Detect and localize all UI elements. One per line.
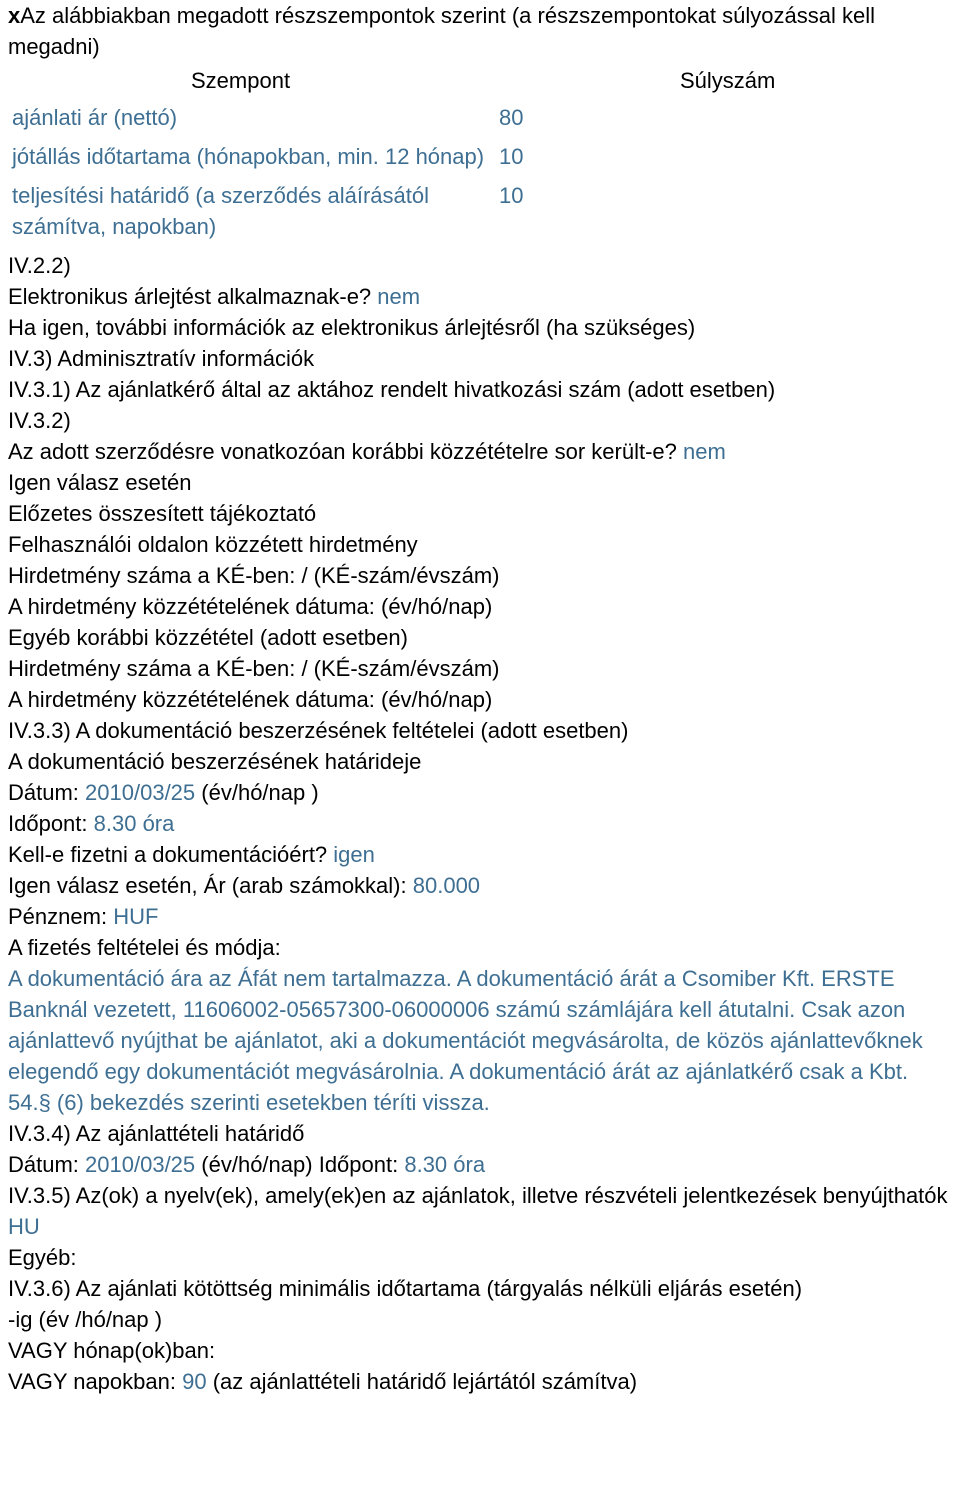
- eauction-answer: nem: [377, 284, 421, 309]
- text-line: Hirdetmény száma a KÉ-ben: / (KÉ-szám/évszám): [8, 656, 500, 681]
- date-format: (év/hó/nap ): [201, 780, 319, 805]
- table-row: [12, 180, 523, 250]
- language-value: HU: [8, 1214, 40, 1239]
- payment-terms-text: A dokumentáció ára az Áfát nem tartalmazza. A dokumentáció árát a Csomiber Kft. ERSTE Banknál vezetett, 11606002-05657300-06000006 számú számlájára kell átutalni. Csak azon ajánlattevő nyújthat be ajánlatot, aki a dokumentációt megvásárolta, de közös ajánlattevőknek elegendő egy dokumentációt megvásárolnia. A dokumentáció árát az ajánlatkérő csak a Kbt. 54.§ (6) bekezdés szerinti esetekben téríti vissza.: [8, 966, 923, 1115]
- section-heading: IV.3.3) A dokumentáció beszerzésének feltételei (adott esetben): [8, 718, 629, 743]
- intro-paragraph: [8, 0, 960, 62]
- payment-answer: igen: [333, 842, 375, 867]
- time-value: 8.30 óra: [404, 1152, 486, 1177]
- weight-cell: 10: [499, 183, 524, 208]
- intro-text: Az alábbiakban megadott részszempontok szerint (a részszempontokat súlyozással kell megadni): [8, 3, 875, 59]
- date-label: Dátum:: [8, 780, 79, 805]
- currency-value: HUF: [113, 904, 159, 929]
- until-date-line: -ig (év /hó/nap ): [8, 1307, 163, 1332]
- prior-publication-question: Az adott szerződésre vonatkozóan korábbi közzétételre sor került-e?: [8, 439, 677, 464]
- price-line: [8, 870, 960, 901]
- currency-line: [8, 901, 960, 932]
- prior-publication-line: [8, 436, 960, 467]
- other-language-label: Egyéb:: [8, 1245, 77, 1270]
- date-value: 2010/03/25: [85, 780, 196, 805]
- price-label: Igen válasz esetén, Ár (arab számokkal):: [8, 873, 407, 898]
- section-iv-3-6: [8, 1273, 960, 1397]
- criterion-cell: ajánlati ár (nettó): [12, 105, 178, 130]
- checkbox-mark: x: [8, 3, 21, 28]
- currency-label: Pénznem:: [8, 904, 108, 929]
- days-value: 90: [182, 1369, 207, 1394]
- text-line: Egyéb korábbi közzététel (adott esetben): [8, 625, 408, 650]
- deadline-line: [8, 1149, 960, 1180]
- section-heading: IV.2.2): [8, 253, 71, 278]
- section-heading: IV.3.4) Az ajánlattételi határidő: [8, 1121, 305, 1146]
- text-line: A hirdetmény közzétételének dátuma: (év/hó/nap): [8, 594, 493, 619]
- date-value: 2010/03/25: [85, 1152, 196, 1177]
- time-label: Időpont:: [318, 1152, 399, 1177]
- weight-column-header: Súlyszám: [680, 68, 776, 93]
- date-line: [8, 777, 960, 808]
- criterion-cell: jótállás időtartama (hónapokban, min. 12 hónap): [12, 144, 485, 169]
- criterion-cell: teljesítési határidő (a szerződés aláírásától számítva, napokban): [12, 183, 429, 239]
- table-row: [12, 102, 523, 141]
- deadline-label: A dokumentáció beszerzésének határideje: [8, 749, 422, 774]
- eauction-info: Ha igen, további információk az elektronikus árlejtésről (ha szükséges): [8, 315, 696, 340]
- time-line: [8, 808, 960, 839]
- payment-question: Kell-e fizetni a dokumentációért?: [8, 842, 328, 867]
- payment-line: [8, 839, 960, 870]
- eauction-question: Elektronikus árlejtést alkalmaznak-e?: [8, 284, 372, 309]
- payment-terms-label: A fizetés feltételei és módja:: [8, 935, 281, 960]
- section-iv-3-5: [8, 1180, 960, 1273]
- section-iv-3-heading: IV.3) Adminisztratív információk: [8, 346, 315, 371]
- section-iv-3-2: [8, 405, 960, 715]
- eauction-question-line: [8, 281, 960, 312]
- time-label: Időpont:: [8, 811, 88, 836]
- time-value: 8.30 óra: [93, 811, 175, 836]
- months-line: VAGY hónap(ok)ban:: [8, 1338, 216, 1363]
- text-line: Igen válasz esetén: [8, 470, 192, 495]
- text-line: Hirdetmény száma a KÉ-ben: / (KÉ-szám/évszám): [8, 563, 500, 588]
- days-line: [8, 1366, 960, 1397]
- price-value: 80.000: [412, 873, 481, 898]
- section-iv-3-4: [8, 1118, 960, 1180]
- table-row: [12, 141, 523, 180]
- days-label: VAGY napokban:: [8, 1369, 176, 1394]
- section-iv-3-1: IV.3.1) Az ajánlatkérő által az aktához rendelt hivatkozási szám (adott esetben): [8, 377, 776, 402]
- section-heading: IV.3.5) Az(ok) a nyelv(ek), amely(ek)en az ajánlatok, illetve részvételi jelentkezések benyújthatók: [8, 1183, 948, 1208]
- text-line: A hirdetmény közzétételének dátuma: (év/hó/nap): [8, 687, 493, 712]
- date-label: Dátum:: [8, 1152, 79, 1177]
- criterion-column-header: Szempont: [191, 68, 291, 93]
- section-iv-3-3: [8, 715, 960, 1118]
- weight-cell: 10: [499, 144, 524, 169]
- date-format: (év/hó/nap): [201, 1152, 313, 1177]
- criteria-table: [12, 102, 523, 250]
- weight-cell: 80: [499, 105, 524, 130]
- days-note: (az ajánlattételi határidő lejártától számítva): [212, 1369, 638, 1394]
- text-line: Felhasználói oldalon közzétett hirdetmény: [8, 532, 418, 557]
- section-heading: IV.3.2): [8, 408, 71, 433]
- prior-publication-answer: nem: [683, 439, 726, 464]
- section-iv-2-2: [8, 250, 960, 343]
- criteria-header: [8, 65, 960, 96]
- text-line: Előzetes összesített tájékoztató: [8, 501, 317, 526]
- section-heading: IV.3.6) Az ajánlati kötöttség minimális időtartama (tárgyalás nélküli eljárás esetén): [8, 1276, 803, 1301]
